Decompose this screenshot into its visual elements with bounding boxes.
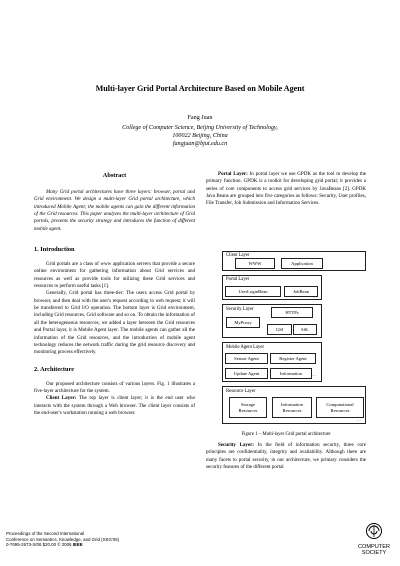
portal-layer-body: In portal layer we use GPDK as the tool to develop the primary function. GPDK is a toolkit for developing grid portal; it provides a series of core components to access grid services by JavaBeans [2]. GPDK Java Beans are grouped into five categories as follows: Security, User profiles, File Transfer, Job Submission and Information Services. (206, 171, 366, 207)
register-agent-box: Register Agent (270, 353, 316, 364)
affiliation (0, 124, 400, 148)
jobbean-box: JobBean (284, 286, 318, 297)
paper-title: Multi-layer Grid Portal Architecture Based on Mobile Agent (95, 84, 305, 93)
security-layer-paragraph (206, 442, 366, 471)
author-name: Fang Juan (187, 115, 213, 121)
security-layer-label: Security Layer (226, 307, 254, 312)
portal-layer-lead: Portal Layer: (218, 171, 248, 177)
footer-isbn: 0-7695-2673-X/06 $20.00 © 2006 (6, 542, 72, 548)
ssl-box: SSL (293, 324, 317, 335)
affiliation-email: fangjuan@bjut.edu.cn (172, 141, 228, 147)
society-name-line: COMPUTER (357, 544, 390, 550)
mobile-agent-layer-box (222, 342, 322, 382)
footer (6, 531, 206, 548)
portal-layer-box (222, 275, 322, 300)
architecture-paragraph: Our proposed architecture consists of various layers. Fig. 1 illustrates a five-layer architecture for the system. (34, 380, 195, 394)
security-layer-body: In the field of information security, three core principles are confidentiality, integrity and availability. Although there are many facets to portal security, in our architecture, we primary considers the security features of the different portal (206, 442, 366, 471)
footer-line: Conference on Semantics, Knowledge, and Grid (SKG'06) (6, 536, 120, 542)
computer-society-logo (354, 522, 394, 562)
myproxy-box: MyProxy (226, 317, 260, 328)
security-layer-lead: Security Layer: (218, 442, 255, 448)
figure-caption: Figure 1 – Multi-layer Grid portal architecture (241, 432, 331, 437)
application-box: Application (281, 258, 323, 269)
ellipsis: ... (357, 417, 361, 422)
figure-1 (222, 251, 366, 434)
resource-layer-label: Resource Layer (226, 389, 256, 394)
intro-paragraph: Generally, Grid portal has three-tier: The users access Grid portal by browser, and then deal with the user's request according to web request; it will be transferred to Grid I/O operation. The bottom layer is Grid environment, including Grid resources, Grid software and so on. To obtain the information of all the heterogeneous resources, we added a layer between the Grid resources and Portal layer, it is Mobile Agent layer. The mobile agents can gather all the information of the Grid resources, and the introduction of mobile agent technology reduces the network traffic during the grid resource discovery and monitoring process effectively. (34, 290, 195, 356)
ieee-logo-text: IEEE (72, 542, 83, 548)
userloginbean-box: UserLoginBean (225, 286, 281, 297)
affiliation-line: 100022 Beijing, China (172, 133, 228, 139)
abstract-text (34, 189, 195, 233)
footer-line (6, 542, 206, 548)
security-layer-box (222, 304, 322, 338)
architecture-text (34, 381, 195, 418)
introduction-heading: 1. Introduction (34, 246, 75, 254)
portal-layer-paragraph (206, 171, 366, 208)
intro-paragraph: Grid portals are a class of www application servers that provide a secure online environment for gathering information about Grid services and resources as well as provide tools for utilizing these Grid services and resources to perform useful tasks [1]. (34, 261, 195, 290)
society-name-line: SOCIETY (361, 549, 387, 556)
abstract-paragraph: Many Grid portal architectures have three layers: browser, portal and Grid environment. We design a multi-layer Grid portal architecture, which introduced Mobile Agent; the mobile agents can gain the different information of the Grid resources. This paper analyzes the multi-layer architecture of Grid portals, presents the security strategy and introduces the function of different mobile agent. (34, 189, 195, 232)
security-layer-text (206, 442, 366, 471)
client-layer-paragraph (34, 395, 195, 417)
left-column (34, 172, 195, 417)
affiliation-line: College of Computer Science, Beijing University of Technology, (122, 125, 278, 131)
right-column-top (206, 171, 366, 208)
client-layer-box (222, 251, 366, 271)
abstract-heading: Abstract (102, 172, 127, 179)
storage-resources-box: Storage Resources (229, 397, 267, 418)
information-resources-box: Information Resources (272, 397, 312, 418)
society-name (354, 545, 394, 556)
update-agent-box: Update Agent (225, 368, 268, 379)
computational-resources-box: Computational Resources (316, 397, 364, 418)
client-layer-lead: Client Layer: (46, 395, 77, 402)
https-box: HTTPs (271, 307, 313, 318)
information-agent-box: Information (270, 368, 312, 379)
portal-layer-text (206, 171, 366, 208)
gsi-box: GSI (267, 324, 292, 335)
right-column-bottom (206, 442, 366, 471)
resource-layer-box (222, 386, 366, 424)
client-layer-label: Client Layer (226, 253, 250, 258)
architecture-heading: 2. Architecture (34, 365, 74, 373)
mobile-agent-layer-label: Mobile Agent Layer (226, 345, 265, 350)
ellipsis: ... (313, 294, 317, 299)
www-box: WWW (235, 258, 275, 269)
portal-layer-label: Portal Layer (226, 277, 250, 282)
sensor-agent-box: Sensor Agent (225, 353, 268, 364)
client-layer-text: The top layer is client layer; it is the end user who interacts with the system through a Web browser. The client layer consists of the end-user's workstation running a web browser. (34, 395, 196, 416)
footer-line: Proceedings of the Second International (6, 531, 85, 536)
introduction-text (34, 261, 195, 356)
ellipsis: ... (312, 372, 316, 377)
society-emblem-icon (354, 522, 394, 540)
